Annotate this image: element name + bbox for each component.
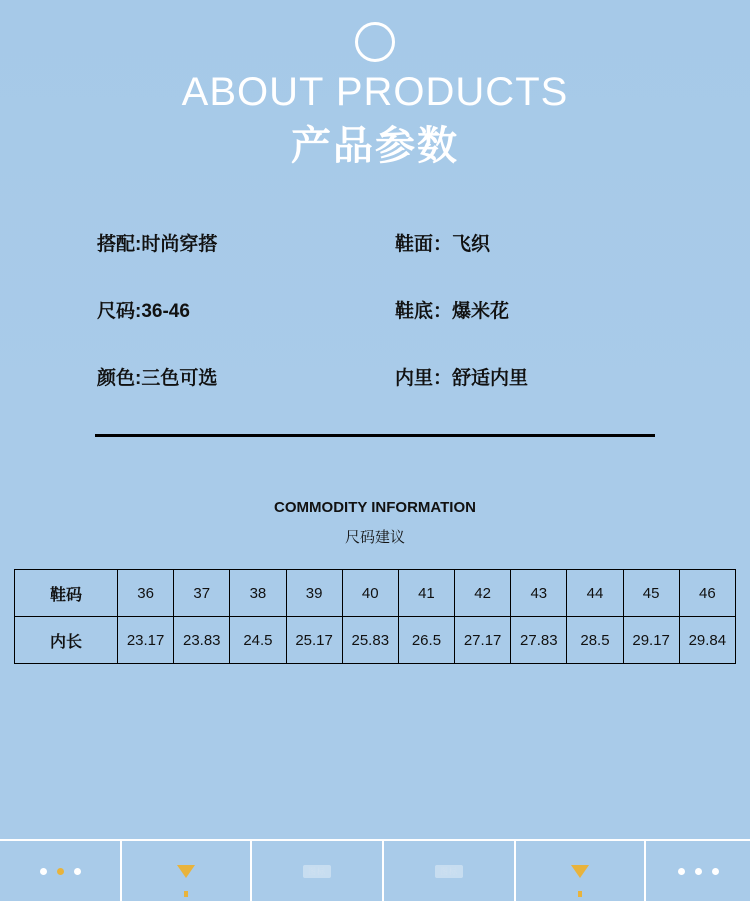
size-table-wrapper [14,569,736,664]
size-cell: 41 [398,570,454,617]
length-cell: 25.17 [286,617,342,664]
section-divider [95,434,655,437]
strip-cell-dots-right [646,841,750,901]
strip-cell-funnel-left [122,841,252,901]
spec-item-lining: 内里：舒适内里 [395,367,529,389]
commodity-title-cn: 尺码建议 [344,529,405,547]
size-cell: 46 [679,570,735,617]
label-icon: 图标 [435,865,463,878]
row-label-size: 鞋码 [15,570,118,617]
spec-row [95,368,655,391]
size-cell: 42 [455,570,511,617]
spec-row [95,301,655,324]
spec-row [95,234,655,257]
page-header [0,0,750,172]
dots-icon [40,868,81,875]
length-cell: 26.5 [398,617,454,664]
strip-cell-tag-one [252,841,384,901]
spec-item-upper: 鞋面：飞织 [395,234,491,255]
size-cell: 39 [286,570,342,617]
strip-cell-tag-two [384,841,516,901]
bottom-decoration-strip [0,839,750,901]
strip-cell-funnel-right [516,841,646,901]
size-cell: 45 [623,570,679,617]
funnel-icon [571,865,589,878]
size-cell: 37 [174,570,230,617]
size-cell: 36 [118,570,174,617]
length-cell: 23.17 [118,617,174,664]
size-cell: 38 [230,570,286,617]
length-cell: 25.83 [342,617,398,664]
size-cell: 44 [567,570,623,617]
table-row [15,617,736,664]
dots-icon [678,868,719,875]
spec-item-color: 颜色:三色可选 [97,367,218,389]
commodity-title-en: COMMODITY INFORMATION [274,499,476,517]
length-cell: 28.5 [567,617,623,664]
spec-item-pairing: 搭配:时尚穿搭 [97,234,218,255]
size-cell: 43 [511,570,567,617]
length-cell: 24.5 [230,617,286,664]
commodity-info-header [0,499,750,547]
length-cell: 27.17 [455,617,511,664]
table-row [15,570,736,617]
page-title-en: ABOUT PRODUCTS [181,70,569,114]
spec-item-size: 尺码:36-46 [97,300,190,322]
length-cell: 29.84 [679,617,735,664]
length-cell: 27.83 [511,617,567,664]
size-cell: 40 [342,570,398,617]
page-title-cn: 产品参数 [291,124,459,168]
circle-outline-icon [355,22,395,62]
size-table [14,569,736,664]
label-icon: 图标 [303,865,331,878]
strip-cell-dots-left [0,841,122,901]
spec-list [95,234,655,390]
funnel-icon [177,865,195,878]
length-cell: 23.83 [174,617,230,664]
length-cell: 29.17 [623,617,679,664]
spec-item-sole: 鞋底：爆米花 [395,300,510,322]
row-label-length: 内长 [15,617,118,664]
